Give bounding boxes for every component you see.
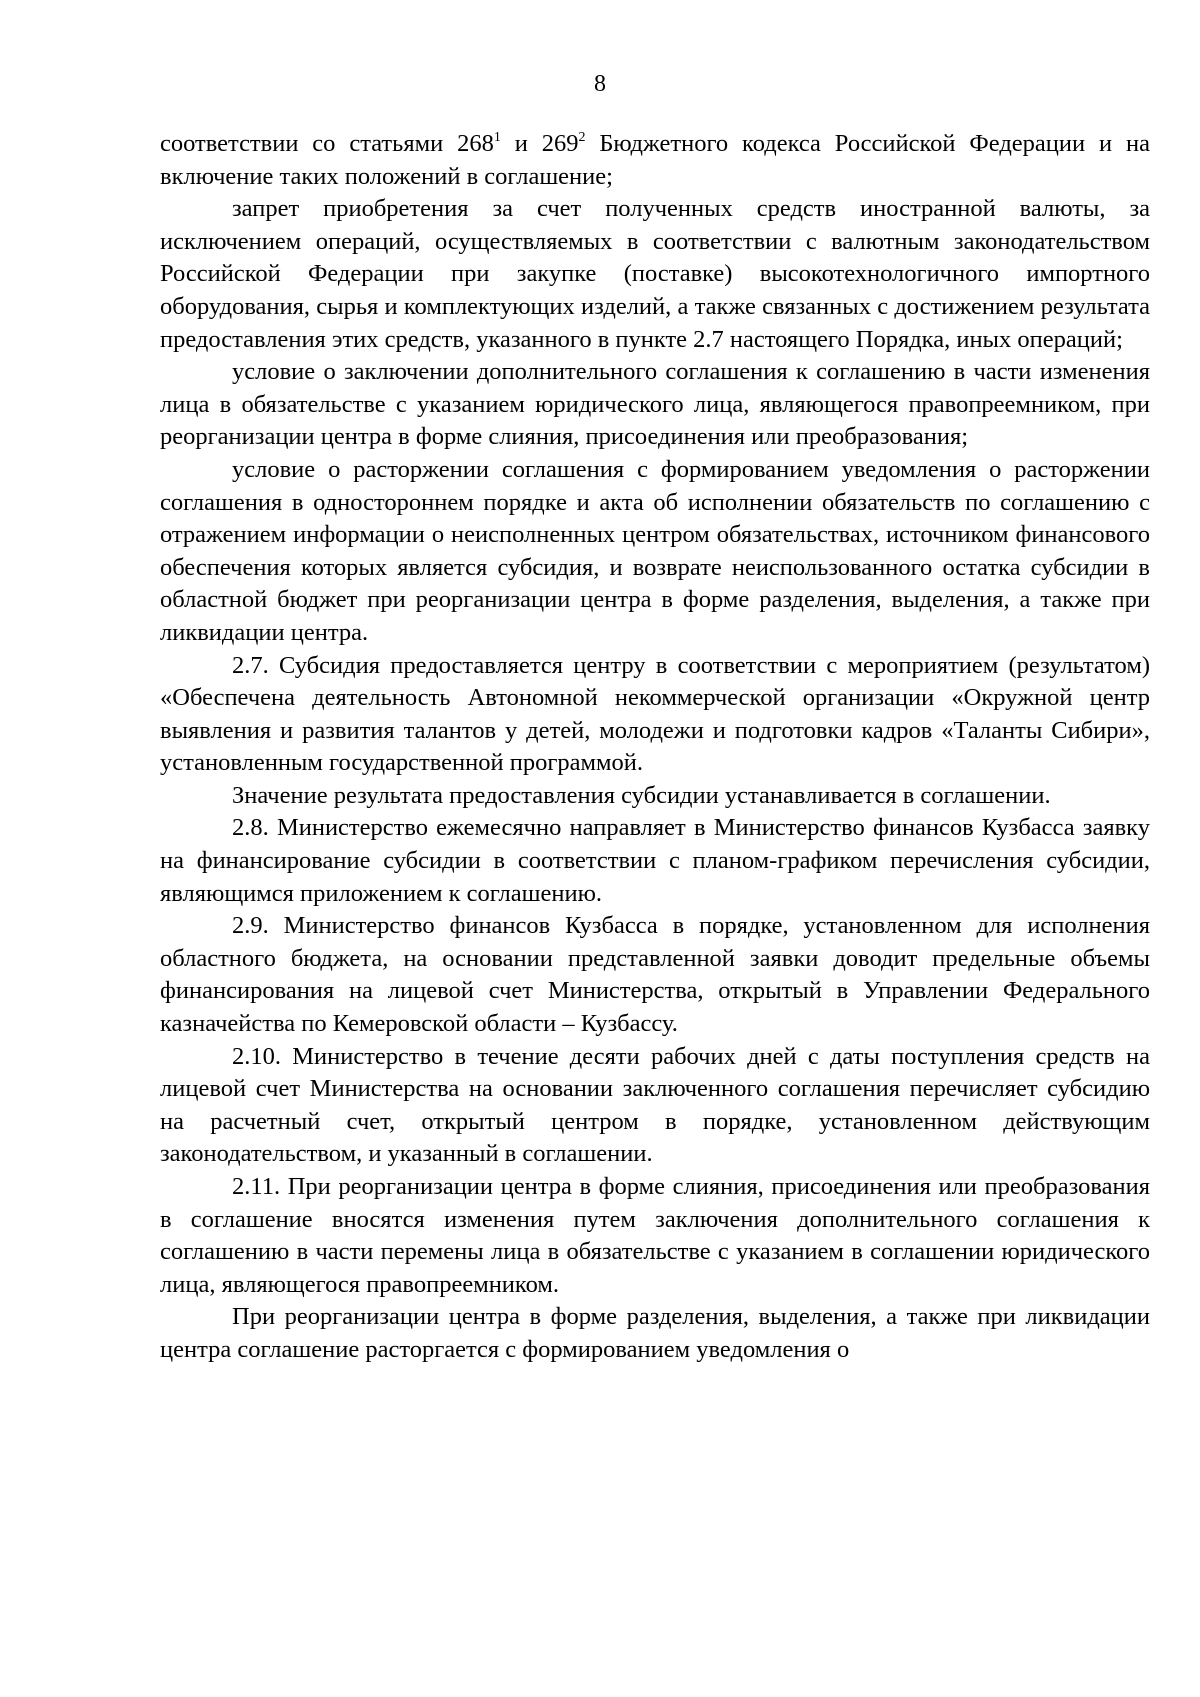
paragraph-2-9: 2.9. Министерство финансов Кузбасса в порядке, установленном для исполнения областного бюджета, на основании представленной заявки доводит предельные объемы финансирования на лицевой счет Министерства, открытый в Управлении Федерального казначейства по Кемеровской области – Кузбассу.	[160, 912, 1150, 1038]
paragraph-2-8: 2.8. Министерство ежемесячно направляет в Министерство финансов Кузбасса заявку на финансирование субсидии в соответствии с планом-графиком перечисления субсидии, являющимся приложением к соглашению.	[160, 814, 1150, 907]
paragraph-reorganization: При реорганизации центра в форме разделения, выделения, а также при ликвидации центра соглашение расторгается с формированием уведомления о	[160, 1303, 1150, 1363]
paragraph-currency-ban: запрет приобретения за счет полученных средств иностранной валюты, за исключением операций, осуществляемых в соответствии с валютным законодательством Российской Федерации при закупке (поставке) высокотехнологичного импортного оборудования, сырья и комплектующих изделий, а также связанных с достижением результата предоставления этих средств, указанного в пункте 2.7 настоящего Порядка, иных операций;	[160, 195, 1150, 353]
superscript: 2	[578, 130, 586, 145]
paragraph-continuation	[160, 128, 1150, 193]
paragraph-2-7: 2.7. Субсидия предоставляется центру в соответствии с мероприятием (результатом) «Обеспечена деятельность Автономной некоммерческой организации «Окружной центр выявления и развития талантов у детей, молодежи и подготовки кадров «Таланты Сибири», установленным государственной программой.	[160, 651, 1150, 777]
document-body	[160, 128, 1150, 1367]
paragraph-text: соответствии со статьями 268	[160, 130, 494, 157]
paragraph-2-10: 2.10. Министерство в течение десяти рабочих дней с даты поступления средств на лицевой счет Министерства на основании заключенного соглашения перечисляет субсидию на расчетный счет, открытый центром в порядке, установленном действующим законодательством, и указанный в соглашении.	[160, 1042, 1150, 1168]
paragraph-2-11: 2.11. При реорганизации центра в форме слияния, присоединения или преобразования в соглашение вносятся изменения путем заключения дополнительного соглашения к соглашению в части перемены лица в обязательстве с указанием в соглашении юридического лица, являющегося правопреемником.	[160, 1173, 1150, 1298]
superscript: 1	[493, 130, 501, 145]
paragraph-supplementary-agreement: условие о заключении дополнительного соглашения к соглашению в части изменения лица в обязательстве с указанием юридического лица, являющегося правопреемником, при реорганизации центра в форме слияния, присоединения или преобразования;	[160, 358, 1150, 451]
paragraph-text: и 269	[500, 130, 579, 157]
paragraph-termination-condition: условие о расторжении соглашения с формированием уведомления о расторжении соглашения в одностороннем порядке и акта об исполнении обязательств по соглашению с отражением информации о неисполненных центром обязательствах, источником финансового обеспечения которых является субсидия, и возврате неиспользованного остатка субсидии в областной бюджет при реорганизации центра в форме разделения, выделения, а также при ликвидации центра.	[160, 455, 1150, 646]
paragraph-result-value: Значение результата предоставления субсидии устанавливается в соглашении.	[232, 781, 1051, 809]
page-number: 8	[594, 71, 606, 97]
paragraph-text: Бюджетного кодекса Российской Федерации и на включение таких положений в соглашение;	[160, 130, 1150, 190]
